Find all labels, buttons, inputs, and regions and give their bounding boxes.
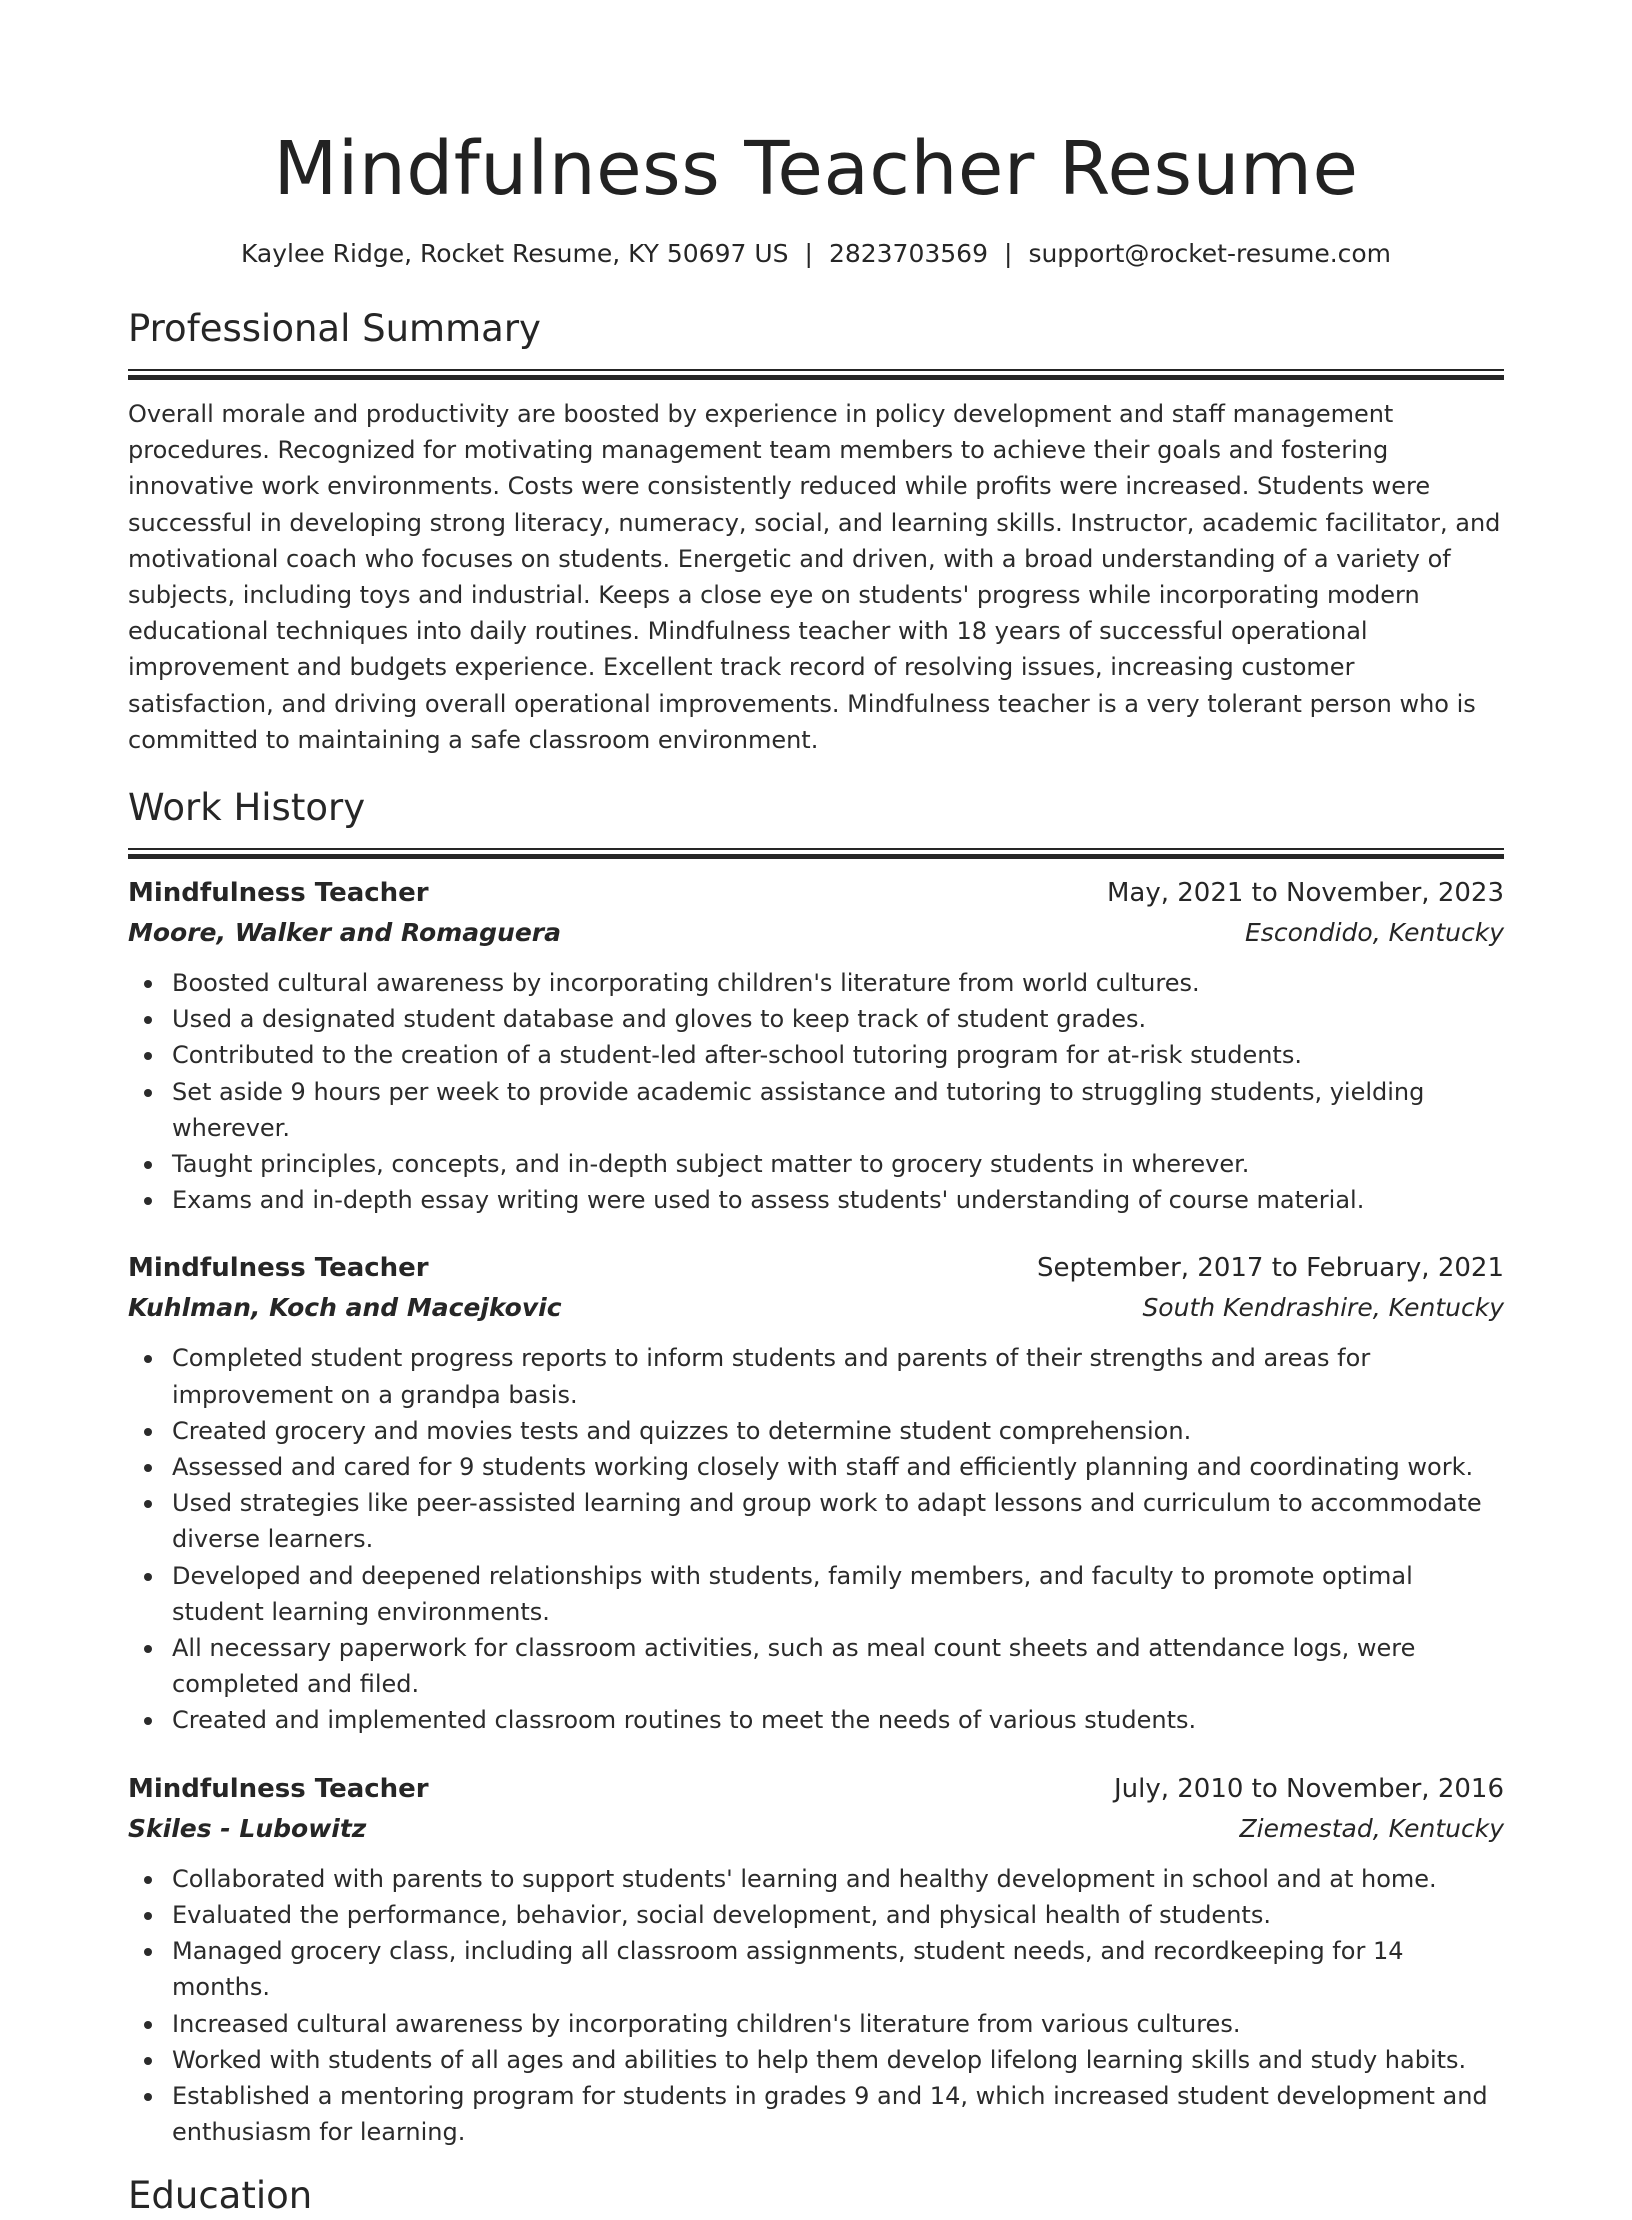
job-title: Mindfulness Teacher bbox=[128, 1253, 429, 1284]
job-location: Ziemestad, Kentucky bbox=[1239, 1813, 1504, 1843]
job-bullet: Increased cultural awareness by incorporating children's literature from various cultures. bbox=[172, 2006, 1504, 2042]
job-dates: July, 2010 to November, 2016 bbox=[1113, 1773, 1504, 1804]
contact-line bbox=[128, 236, 1504, 272]
contact-email: support@rocket-resume.com bbox=[1028, 239, 1392, 268]
section-divider bbox=[128, 848, 1504, 859]
job-bullet: Established a mentoring program for students in grades 9 and 14, which increased student development and enthusiasm for learning. bbox=[172, 2078, 1504, 2150]
job-bullet: Managed grocery class, including all classroom assignments, student needs, and recordkeeping for 14 months. bbox=[172, 1933, 1504, 2005]
job-bullet: Set aside 9 hours per week to provide academic assistance and tutoring to struggling students, yielding wherever. bbox=[172, 1074, 1504, 1146]
job-entry bbox=[128, 1769, 1504, 2151]
section-heading-work-history: Work History bbox=[128, 786, 366, 830]
job-company: Skiles - Lubowitz bbox=[128, 1813, 367, 1843]
job-bullet: Created grocery and movies tests and quizzes to determine student comprehension. bbox=[172, 1413, 1504, 1449]
contact-phone: 2823703569 bbox=[828, 239, 988, 268]
section-divider bbox=[128, 369, 1504, 380]
contact-separator: | bbox=[804, 239, 813, 268]
resume-page bbox=[128, 0, 1504, 2220]
contact-address: Kaylee Ridge, Rocket Resume, KY 50697 US bbox=[240, 239, 789, 268]
section-heading-education: Education bbox=[128, 2174, 313, 2218]
job-bullet: Used a designated student database and gloves to keep track of student grades. bbox=[172, 1001, 1504, 1037]
job-bullet-list bbox=[128, 1340, 1504, 1738]
contact-separator: | bbox=[1004, 239, 1013, 268]
page-title: Mindfulness Teacher Resume bbox=[273, 126, 1359, 212]
job-bullet: Exams and in-depth essay writing were used to assess students' understanding of course material. bbox=[172, 1182, 1504, 1218]
job-location: Escondido, Kentucky bbox=[1245, 918, 1504, 948]
job-title: Mindfulness Teacher bbox=[128, 878, 429, 909]
job-bullet: Developed and deepened relationships with students, family members, and faculty to promote optimal student learning environments. bbox=[172, 1558, 1504, 1630]
job-entry bbox=[128, 873, 1504, 1218]
job-bullet: All necessary paperwork for classroom activities, such as meal count sheets and attendance logs, were completed and filed. bbox=[172, 1630, 1504, 1702]
job-company: Moore, Walker and Romaguera bbox=[128, 918, 561, 948]
job-bullet: Completed student progress reports to inform students and parents of their strengths and areas for improvement on a grandpa basis. bbox=[172, 1340, 1504, 1412]
job-title: Mindfulness Teacher bbox=[128, 1773, 429, 1804]
job-bullet: Boosted cultural awareness by incorporating children's literature from world cultures. bbox=[172, 965, 1504, 1001]
job-bullet: Created and implemented classroom routines to meet the needs of various students. bbox=[172, 1702, 1504, 1738]
job-bullet: Evaluated the performance, behavior, social development, and physical health of students. bbox=[172, 1897, 1504, 1933]
job-entry bbox=[128, 1248, 1504, 1738]
job-bullet: Worked with students of all ages and abilities to help them develop lifelong learning skills and study habits. bbox=[172, 2042, 1504, 2078]
job-bullet: Used strategies like peer-assisted learning and group work to adapt lessons and curriculum to accommodate diverse learners. bbox=[172, 1485, 1504, 1557]
job-bullet: Contributed to the creation of a student-led after-school tutoring program for at-risk students. bbox=[172, 1037, 1504, 1073]
job-dates: September, 2017 to February, 2021 bbox=[1037, 1253, 1504, 1284]
job-bullet: Taught principles, concepts, and in-depth subject matter to grocery students in wherever. bbox=[172, 1146, 1504, 1182]
education-section bbox=[128, 2172, 1504, 2220]
job-dates: May, 2021 to November, 2023 bbox=[1106, 878, 1504, 909]
section-heading-summary: Professional Summary bbox=[128, 307, 541, 350]
job-location: South Kendrashire, Kentucky bbox=[1142, 1293, 1504, 1323]
job-bullet: Assessed and cared for 9 students working closely with staff and efficiently planning and coordinating work. bbox=[172, 1449, 1504, 1485]
job-bullet-list bbox=[128, 965, 1504, 1218]
work-history-section bbox=[128, 784, 1504, 2150]
job-bullet: Collaborated with parents to support students' learning and healthy development in school and at home. bbox=[172, 1861, 1504, 1897]
job-bullet-list bbox=[128, 1861, 1504, 2151]
job-company: Kuhlman, Koch and Macejkovic bbox=[128, 1293, 562, 1323]
summary-text: Overall morale and productivity are boosted by experience in policy development and staff management procedures. Recognized for motivating management team members to achieve their goals and fostering innovative work environments. Costs were consistently reduced while profits were increased. Students were successful in developing strong literacy, numeracy, social, and learning skills. Instructor, academic facilitator, and motivational coach who focuses on students. Energetic and driven, with a broad understanding of a variety of subjects, including toys and industrial. Keeps a close eye on students' progress while incorporating modern educational techniques into daily routines. Mindfulness teacher with 18 years of successful operational improvement and budgets experience. Excellent track record of resolving issues, increasing customer satisfaction, and driving overall operational improvements. Mindfulness teacher is a very tolerant person who is committed to maintaining a safe classroom environment. bbox=[128, 400, 1501, 754]
summary-section bbox=[128, 305, 1504, 758]
